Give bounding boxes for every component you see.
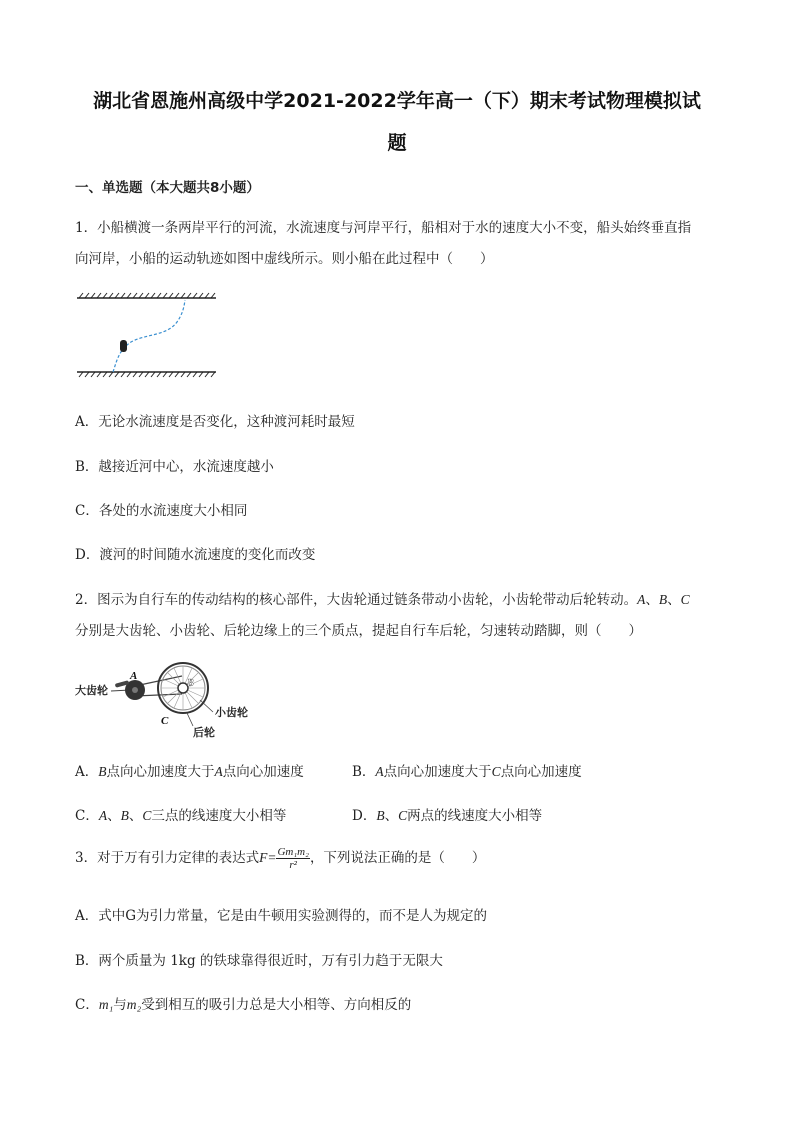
q1-stem-line2: 向河岸，小船的运动轨迹如图中虚线所示。则小船在此过程中（ ） [75, 251, 494, 267]
q3-formula-fraction: $\frac{\text{Gm₁m₂}}{\text{r²}}$ [277, 846, 309, 871]
q1-option-d: D．渡河的时间随水流速度的变化而改变 [75, 547, 316, 563]
q1-river-figure [75, 290, 220, 382]
page-title-line2: 题 [387, 132, 407, 154]
q1-option-b: B．越接近河中心，水流速度越小 [75, 459, 274, 475]
q2-stem-line1: 2．图示为自行车的传动结构的核心部件，大齿轮通过链条带动小齿轮，小齿轮带动后轮转动。A、B、C [75, 592, 690, 608]
q2-point-a: A [130, 670, 138, 682]
q2-option-c: C．A、B、C三点的线速度大小相等 [75, 808, 287, 824]
q3-option-a: A．式中G为引力常量，它是由牛顿用实验测得的，而不是人为规定的 [75, 908, 488, 924]
q2-bicycle-figure [75, 660, 275, 742]
q1-option-a: A．无论水流速度是否变化，这种渡河耗时最短 [75, 414, 355, 430]
page-title-line1: 湖北省恩施州高级中学2021-2022学年高一（下）期末考试物理模拟试 [93, 90, 701, 112]
q2-option-d: D．B、C两点的线速度大小相等 [352, 808, 543, 824]
q3-option-c: C．m₁与m₂受到相互的吸引力总是大小相等、方向相反的 [75, 997, 412, 1013]
q2-label-rear-wheel: 后轮 [193, 726, 215, 739]
q1-stem-line1: 1．小船横渡一条两岸平行的河流，水流速度与河岸平行，船相对于水的速度大小不变，船头始终垂直指 [75, 220, 692, 236]
q3-option-b: B．两个质量为 1kg 的铁球靠得很近时，万有引力趋于无限大 [75, 953, 443, 969]
q2-stem-line2: 分别是大齿轮、小齿轮、后轮边缘上的三个质点，提起自行车后轮，匀速转动踏脚，则（ ） [75, 623, 642, 639]
q2-point-c: C [161, 715, 169, 727]
q2-point-b: B [187, 678, 194, 689]
q2-option-b: B．A点向心加速度大于C点向心加速度 [352, 764, 582, 780]
q1-boat [120, 340, 127, 352]
section-heading: 一、单选题（本大题共8小题） [75, 180, 260, 196]
q2-label-small-gear: 小齿轮 [215, 706, 248, 719]
q2-option-a: A．B点向心加速度大于A点向心加速度 [75, 764, 304, 780]
q3-formula-lhs: F= [259, 850, 277, 865]
q3-stem: 3．对于万有引力定律的表达式F= $\frac{\text{Gm₁m₂}}{\text{r²}}$ ，下列说法正确的是（ ） [75, 846, 486, 871]
q1-option-c: C．各处的水流速度大小相同 [75, 503, 248, 519]
q2-label-big-gear: 大齿轮 [75, 684, 108, 697]
q1-trajectory [113, 300, 185, 372]
